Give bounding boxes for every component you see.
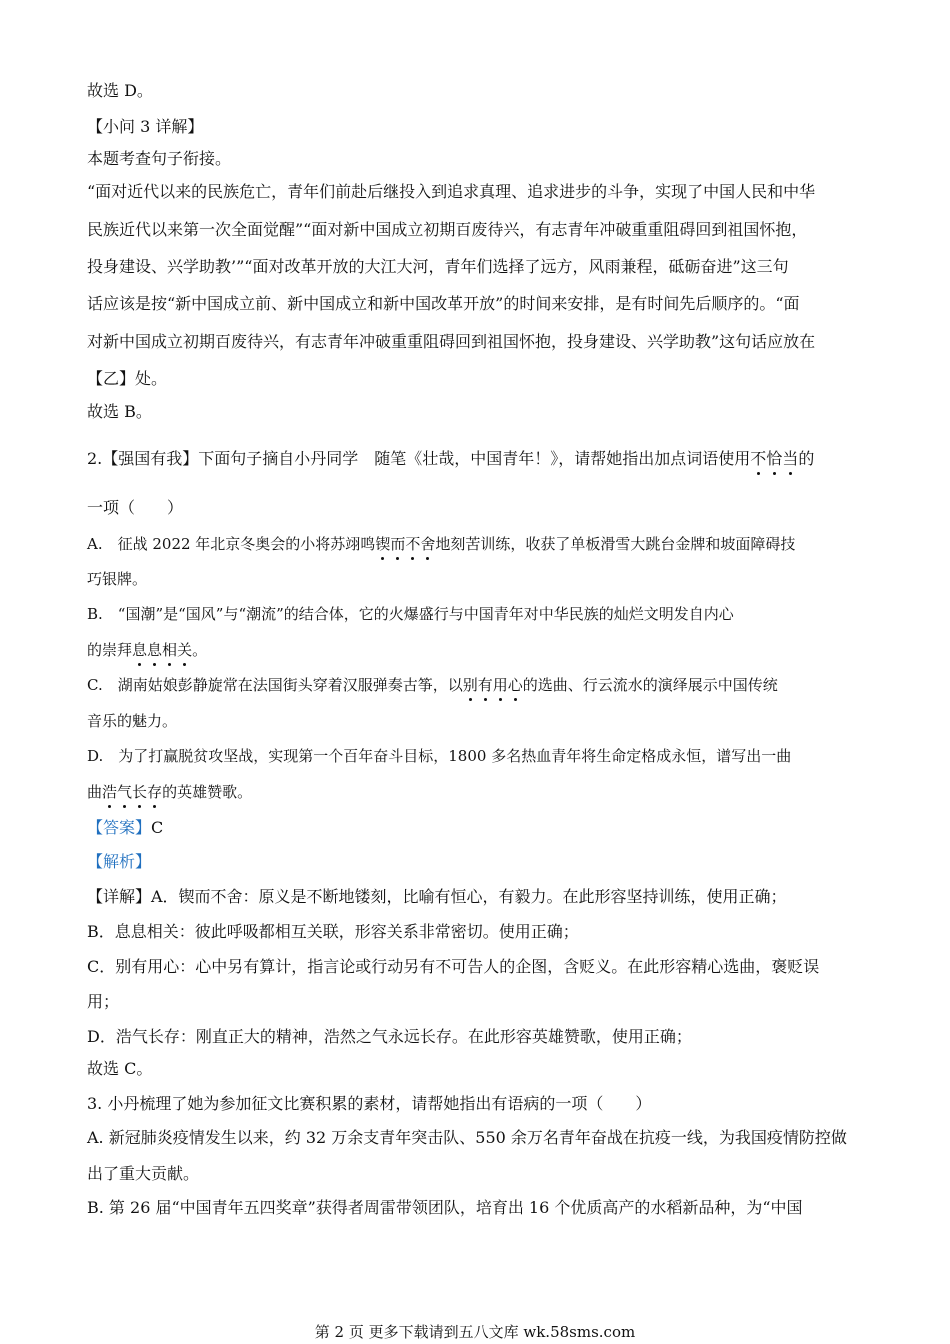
dotted-char: 锲 [375,532,390,556]
dotted-emphasis [375,535,435,553]
detail-line: C．别有用心：心中另有算计，指言论或行动另有不可告人的企图，含贬义。在此形容精心选曲，褒贬误 [87,957,820,976]
dotted-char: 恰 [766,447,782,471]
text-line: 故选 B。 [87,402,152,421]
question-2-stem-line2: 一项（ ） [87,498,184,517]
dotted-char: 关 [177,638,192,662]
dotted-char: 气 [117,780,132,804]
dotted-char: 息 [132,638,147,662]
dotted-char: 别 [463,673,478,697]
analysis-label: 【解析】 [87,852,152,871]
text-line: “面对近代以来的民族危亡，青年们前赴后继投入到追求真理、追求进步的斗争，实现了中国人民和中华 [87,182,816,201]
option-text: C. 湖南姑娘彭静旋常在法国街头穿着汉服弹奏古筝，以 [87,676,463,694]
option-text: 地刻苦训练，收获了单板滑雪大跳台金牌和坡面障碍技 [435,535,796,553]
question-3-stem: 3. 小丹梳理了她为参加征文比赛积累的素材，请帮她指出有语病的一项（ ） [87,1094,652,1113]
text-line: 投身建设、兴学助教’”“面对改革开放的大江大河，青年们选择了远方，风雨兼程，砥砺奋进”这三句 [87,257,789,276]
detail-line: 故选 C。 [87,1059,153,1078]
text-line: 对新中国成立初期百废待兴，有志青年冲破重重阻碍回到祖国怀抱，投身建设、兴学助教”这句话应放在 [87,332,816,351]
dotted-char: 相 [162,638,177,662]
dotted-char: 长 [132,780,147,804]
option-text: 的英雄赞歌。 [162,783,253,801]
option-b-line2 [87,638,870,662]
option-c-line2: 音乐的魅力。 [87,712,178,730]
option-a-line2: 巧银牌。 [87,570,148,588]
option-c [87,673,870,697]
question-3-option-a: A. 新冠肺炎疫情发生以来，约 32 万余支青年突击队、550 余万名青年奋战在抗疫一线，为我国疫情防控做 [87,1128,847,1147]
dotted-char: 不 [405,532,420,556]
text-line: 民族近代以来第一次全面觉醒”“面对新中国成立初期百废待兴，有志青年冲破重重阻碍回到祖国怀抱， [87,220,808,239]
dotted-char: 心 [508,673,523,697]
dotted-char: 而 [390,532,405,556]
question-3-option-a-line2: 出了重大贡献。 [87,1164,200,1183]
text-line: 话应该是按“新中国成立前、新中国成立和新中国改革开放”的时间来安排，是有时间先后顺序的。“面 [87,294,800,313]
option-d: D. 为了打赢脱贫攻坚战，实现第一个百年奋斗目标，1800 多名热血青年将生命定格成永恒，谱写出一曲 [87,747,792,765]
section-heading: 【小问 3 详解】 [87,117,204,136]
question-2-stem [87,447,870,471]
option-text: 。 [192,641,208,659]
option-text: 的选曲、行云流水的演绎展示中国传统 [522,676,778,694]
text-line: 【乙】处。 [87,369,168,388]
option-d-line2 [87,780,870,804]
option-a [87,532,870,556]
dotted-char: 用 [493,673,508,697]
dotted-char: 舍 [420,532,435,556]
option-text: A. 征战 2022 年北京冬奥会的小将苏翊鸣 [87,535,376,553]
option-text: 曲 [87,783,103,801]
detail-line: D．浩气长存：刚直正大的精神，浩然之气永远长存。在此形容英雄赞歌，使用正确； [87,1027,692,1046]
dotted-char: 不 [750,447,766,471]
question-3-option-b: B. 第 26 届“中国青年五四奖章”获得者周雷带领团队，培育出 16 个优质高产的水稻新品种，为“中国 [87,1198,803,1217]
text-line: 故选 D。 [87,81,153,100]
question-text: 的 [798,449,815,468]
detail-line: B．息息相关：彼此呼吸都相互关联，形容关系非常密切。使用正确； [87,922,579,941]
detail-line: 【详解】A．锲而不舍：原义是不断地镂刻，比喻有恒心，有毅力。在此形容坚持训练，使用正确； [87,887,787,906]
dotted-char: 当 [782,447,798,471]
dotted-char: 有 [478,673,493,697]
dotted-char: 存 [147,780,162,804]
answer-label: 【答案】 [87,818,152,837]
answer-line [87,816,870,840]
option-b: B. “国潮”是“国风”与“潮流”的结合体，它的火爆盛行与中国青年对中华民族的灿烂文明发自内心 [87,605,734,623]
dotted-char: 浩 [102,780,117,804]
dotted-emphasis [102,783,162,801]
option-text: 的崇拜 [87,641,133,659]
dotted-emphasis [463,676,523,694]
text-line: 本题考查句子衔接。 [87,149,232,168]
page-footer: 第 2 页 更多下载请到五八文库 wk.58sms.com [314,1323,636,1341]
detail-line: 用； [87,992,120,1011]
dotted-emphasis [750,449,798,468]
answer-value: C [151,818,164,837]
question-text: 2.【强国有我】下面句子摘自小丹同学 随笔《壮哉，中国青年！》，请帮她指出加点词语使用 [87,449,751,468]
dotted-char: 息 [147,638,162,662]
dotted-emphasis [132,641,192,659]
